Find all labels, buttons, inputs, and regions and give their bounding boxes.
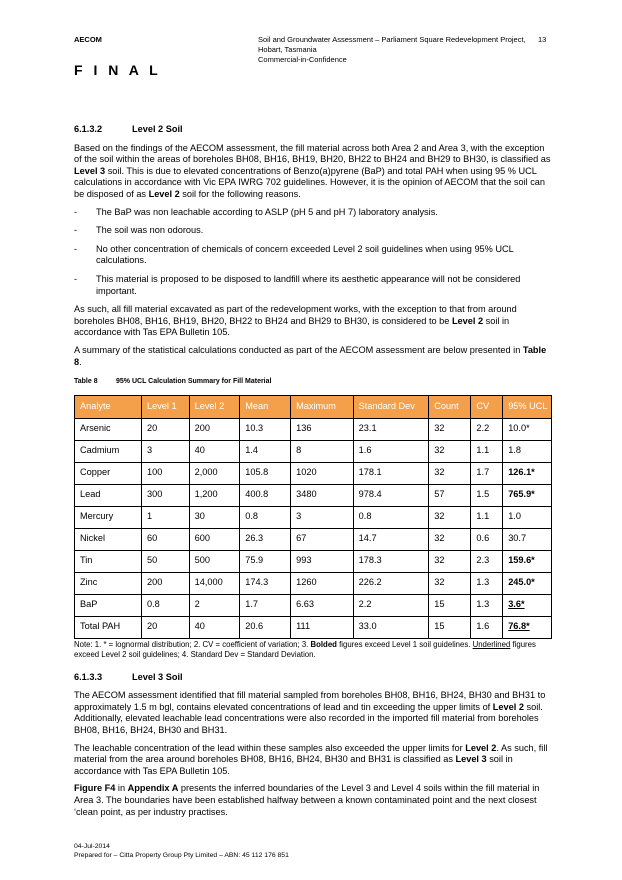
table-label: Table 8	[74, 378, 98, 386]
cell-mean: 75.9	[240, 550, 291, 572]
cell-analyte: Zinc	[75, 572, 142, 594]
cell-count: 57	[429, 484, 471, 506]
bold-term: Bolded	[310, 639, 337, 649]
list-item-text: The soil was non odorous.	[96, 225, 204, 236]
column-header-mean: Mean	[240, 395, 291, 418]
text-run: figures exceed Level 2 soil guidelines; 4. Standard Dev = Standard Deviation.	[74, 639, 536, 659]
cell-mean: 105.8	[240, 462, 291, 484]
table-caption-text: 95% UCL Calculation Summary for Fill Material	[116, 378, 272, 386]
cell-analyte: BaP	[75, 594, 142, 616]
cell-level-2: 600	[189, 528, 240, 550]
column-header-level-2: Level 2	[189, 395, 240, 418]
cell-maximum: 1260	[291, 572, 354, 594]
column-header-analyte: Analyte	[75, 395, 142, 418]
cell-ucl: 76.8*	[503, 616, 552, 638]
table-row	[75, 506, 552, 528]
footer-prepared-for: Prepared for – Citta Property Group Pty Limited – ABN: 45 112 176 851	[74, 852, 289, 859]
table-body	[75, 418, 552, 638]
cell-maximum: 6.63	[291, 594, 354, 616]
list-item-text: This material is proposed to be disposed to landfill where its aesthetic appearance will not be considered important.	[96, 273, 521, 296]
cell-count: 32	[429, 440, 471, 462]
cell-count: 32	[429, 462, 471, 484]
column-header-maximum: Maximum	[291, 395, 354, 418]
cell-level-1: 100	[141, 462, 189, 484]
cell-count: 15	[429, 616, 471, 638]
column-header-cv: CV	[471, 395, 503, 418]
cell-mean: 1.4	[240, 440, 291, 462]
cell-level-1: 50	[141, 550, 189, 572]
cell-maximum: 67	[291, 528, 354, 550]
list-item: - No other concentration of chemicals of concern exceeded Level 2 soil guidelines when using 95% UCL calculations.	[74, 243, 514, 266]
text-run: .	[79, 356, 82, 367]
text-run: soil. Additionally, elevated leachable lead concentrations were also recorded in the imported fill material from boreholes BH08, BH16, BH24, BH30 and BH31.	[74, 701, 543, 736]
bold-term: Level 2	[451, 315, 484, 326]
table-row	[75, 418, 552, 440]
table-reference-link: Table 8	[74, 344, 547, 367]
cell-level-2: 40	[189, 616, 240, 638]
section-6133-heading	[74, 672, 554, 684]
cell-level-2: 40	[189, 440, 240, 462]
cell-level-2: 14,000	[189, 572, 240, 594]
level3-leachable-paragraph	[74, 743, 554, 778]
cell-analyte: Mercury	[75, 506, 142, 528]
column-header-ucl: 95% UCL	[503, 395, 552, 418]
table-row	[75, 528, 552, 550]
cell-cv: 1.1	[471, 506, 503, 528]
figure-reference: Figure F4	[74, 783, 116, 794]
page-footer	[74, 842, 289, 860]
cell-standard-dev: 0.8	[353, 506, 429, 528]
table-header-row	[75, 395, 552, 418]
section-title: Level 2 Soil	[132, 124, 183, 134]
cell-analyte: Copper	[75, 462, 142, 484]
level3-intro-paragraph	[74, 690, 554, 736]
text-run: soil. This is due to elevated concentrations of Benzo(a)pyrene (BaP) and total PAH when using 95 % UCL calculations in accordance with Vic EPA IWRG 702 guidelines. However, it is the opinion of AECOM that the soil can be disposed of as	[74, 165, 546, 199]
bold-term: Level 3	[455, 754, 487, 765]
cell-cv: 0.6	[471, 528, 503, 550]
cell-analyte: Nickel	[75, 528, 142, 550]
header-document-title	[258, 35, 526, 65]
cell-analyte: Arsenic	[75, 418, 142, 440]
header-confidentiality: Commercial-in-Confidence	[258, 55, 347, 64]
text-run: in	[115, 783, 128, 794]
bold-term: Level 2	[492, 701, 524, 712]
text-run: soil in accordance with Tas EPA Bulletin 105.	[74, 754, 513, 776]
text-run: The AECOM assessment identified that fill material sampled from boreholes BH08, BH16, BH24, BH30 and BH31 to approximately 1.5 m bgl, contains elevated concentrations of lead and tin exceeding the upper limits of	[74, 690, 546, 712]
cell-cv: 2.2	[471, 418, 503, 440]
cell-standard-dev: 23.1	[353, 418, 429, 440]
bold-term: Level 3	[74, 165, 106, 176]
section-6132-heading	[74, 124, 554, 136]
cell-level-1: 20	[141, 616, 189, 638]
level2-intro-paragraph	[74, 143, 554, 201]
cell-level-2: 30	[189, 506, 240, 528]
cell-maximum: 136	[291, 418, 354, 440]
section-number: 6.1.3.3	[74, 671, 103, 682]
table-caption	[74, 376, 554, 388]
cell-analyte: Lead	[75, 484, 142, 506]
cell-count: 32	[429, 572, 471, 594]
cell-level-1: 20	[141, 418, 189, 440]
cell-level-1: 0.8	[141, 594, 189, 616]
cell-ucl: 3.6*	[503, 594, 552, 616]
table-row	[75, 462, 552, 484]
cell-level-2: 200	[189, 418, 240, 440]
ucl-summary-table	[74, 395, 552, 639]
list-item-text: No other concentration of chemicals of concern exceeded Level 2 soil guidelines when using 95% UCL calculations.	[96, 243, 514, 266]
cell-mean: 174.3	[240, 572, 291, 594]
table-row	[75, 616, 552, 638]
header-company: AECOM	[74, 35, 102, 44]
list-item-text: The BaP was non leachable according to ASLP (pH 5 and pH 7) laboratory analysis.	[96, 206, 438, 217]
cell-ucl: 1.0	[503, 506, 552, 528]
table-note	[74, 640, 554, 660]
cell-mean: 400.8	[240, 484, 291, 506]
cell-standard-dev: 226.2	[353, 572, 429, 594]
cell-standard-dev: 2.2	[353, 594, 429, 616]
header-title: Soil and Groundwater Assessment – Parliament Square Redevelopment Project, Hobart, Tasmania	[258, 35, 526, 54]
section-number: 6.1.3.2	[74, 124, 103, 134]
cell-level-2: 500	[189, 550, 240, 572]
cell-mean: 26.3	[240, 528, 291, 550]
cell-level-2: 1,200	[189, 484, 240, 506]
cell-mean: 0.8	[240, 506, 291, 528]
cell-standard-dev: 1.6	[353, 440, 429, 462]
cell-cv: 1.3	[471, 572, 503, 594]
list-item: - The BaP was non leachable according to ASLP (pH 5 and pH 7) laboratory analysis.	[74, 206, 438, 217]
cell-level-2: 2	[189, 594, 240, 616]
text-run: The leachable concentration of the lead within these samples also exceeded the upper limits for	[74, 742, 466, 753]
cell-cv: 1.1	[471, 440, 503, 462]
text-run: presents the inferred boundaries of the Level 3 and Level 4 soils within the fill material in Area 3. The boundaries have been established halfway between a known contaminated point and the next closest ‘clean point, as per industry practises.	[74, 783, 540, 817]
cell-standard-dev: 178.3	[353, 550, 429, 572]
final-status-label: F I N A L	[74, 62, 162, 78]
underlined-term: Underlined	[472, 639, 511, 649]
table-reference-paragraph	[74, 345, 554, 368]
cell-ucl: 10.0*	[503, 418, 552, 440]
cell-standard-dev: 978.4	[353, 484, 429, 506]
text-run: figures exceed Level 1 soil guidelines.	[336, 639, 473, 649]
table-row	[75, 440, 552, 462]
cell-cv: 1.3	[471, 594, 503, 616]
appendix-reference: Appendix A	[127, 783, 179, 794]
cell-analyte: Total PAH	[75, 616, 142, 638]
cell-mean: 10.3	[240, 418, 291, 440]
bold-term: Level 2	[148, 188, 180, 199]
text-run: . As such, fill material from the area around boreholes BH08, BH16, BH24, BH30 and BH31 is classified as	[74, 742, 548, 765]
cell-maximum: 111	[291, 616, 354, 638]
column-header-standard-dev: Standard Dev	[353, 395, 429, 418]
cell-ucl: 765.9*	[503, 484, 552, 506]
text-run: soil in accordance with Tas EPA Bulletin 105.	[74, 315, 510, 338]
cell-count: 15	[429, 594, 471, 616]
cell-cv: 1.5	[471, 484, 503, 506]
cell-count: 32	[429, 418, 471, 440]
cell-cv: 2.3	[471, 550, 503, 572]
footer-date: 04-Jul-2014	[74, 843, 110, 850]
page-number: 13	[538, 35, 547, 44]
cell-mean: 20.6	[240, 616, 291, 638]
text-run: A summary of the statistical calculations conducted as part of the AECOM assessment are below presented in	[74, 344, 523, 355]
table-row	[75, 594, 552, 616]
cell-cv: 1.7	[471, 462, 503, 484]
list-item: - The soil was non odorous.	[74, 225, 204, 236]
cell-analyte: Tin	[75, 550, 142, 572]
cell-ucl: 126.1*	[503, 462, 552, 484]
text-run: soil for the following reasons.	[179, 188, 301, 199]
cell-level-1: 60	[141, 528, 189, 550]
cell-count: 32	[429, 528, 471, 550]
document-body	[74, 124, 554, 824]
level2-conclusion-paragraph	[74, 304, 554, 339]
cell-count: 32	[429, 506, 471, 528]
list-item: - This material is proposed to be disposed to landfill where its aesthetic appearance will not be considered important.	[74, 273, 521, 296]
cell-level-1: 1	[141, 506, 189, 528]
table-row	[75, 572, 552, 594]
column-header-level-1: Level 1	[141, 395, 189, 418]
table-row	[75, 484, 552, 506]
cell-mean: 1.7	[240, 594, 291, 616]
text-run: Note: 1. * = lognormal distribution; 2. CV = coefficient of variation; 3.	[74, 639, 311, 649]
cell-cv: 1.6	[471, 616, 503, 638]
cell-ucl: 159.6*	[503, 550, 552, 572]
cell-analyte: Cadmium	[75, 440, 142, 462]
cell-maximum: 8	[291, 440, 354, 462]
cell-level-1: 300	[141, 484, 189, 506]
cell-ucl: 245.0*	[503, 572, 552, 594]
cell-count: 32	[429, 550, 471, 572]
text-run: Based on the findings of the AECOM assessment, the fill material across both Area 2 and Area 3, with the exception of the soil within the areas of boreholes BH08, BH16, BH19, BH20, BH22 to BH24 and BH29 to BH30, is classified as	[74, 142, 551, 165]
cell-maximum: 1020	[291, 462, 354, 484]
cell-standard-dev: 178.1	[353, 462, 429, 484]
cell-maximum: 3	[291, 506, 354, 528]
cell-level-2: 2,000	[189, 462, 240, 484]
bold-term: Level 2	[465, 742, 497, 753]
cell-maximum: 3480	[291, 484, 354, 506]
column-header-count: Count	[429, 395, 471, 418]
cell-ucl: 30.7	[503, 528, 552, 550]
figure-reference-paragraph	[74, 783, 554, 818]
text-run: As such, all fill material excavated as part of the redevelopment works, with the exception to that from around boreholes BH08, BH16, BH19, BH20, BH22 to BH24 and BH29 to BH30, is considered to be	[74, 304, 517, 326]
cell-maximum: 993	[291, 550, 354, 572]
cell-standard-dev: 33.0	[353, 616, 429, 638]
cell-ucl: 1.8	[503, 440, 552, 462]
cell-level-1: 200	[141, 572, 189, 594]
table-row	[75, 550, 552, 572]
section-title: Level 3 Soil	[132, 671, 183, 682]
cell-standard-dev: 14.7	[353, 528, 429, 550]
cell-level-1: 3	[141, 440, 189, 462]
